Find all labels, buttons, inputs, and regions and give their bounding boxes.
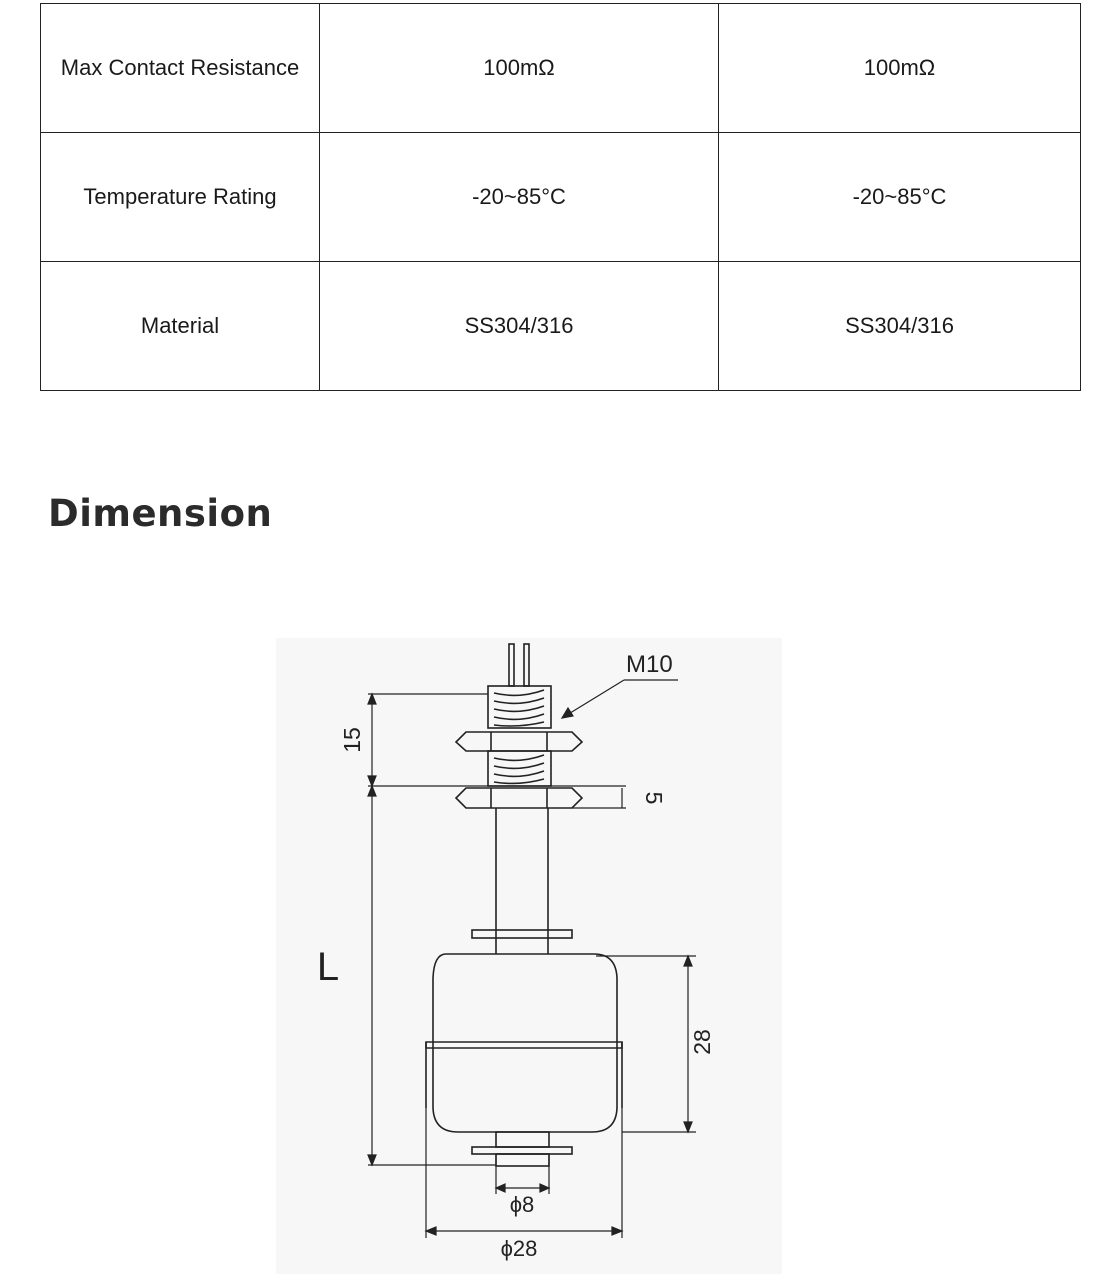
row-label: Max Contact Resistance	[41, 4, 320, 133]
thread-label: M10	[626, 651, 673, 678]
dim-label-dia28: ϕ28	[500, 1236, 538, 1261]
table-row	[41, 133, 1081, 262]
table-cell: SS304/316	[719, 262, 1081, 391]
section-title: Dimension	[48, 492, 273, 535]
table-cell: SS304/316	[320, 262, 719, 391]
table-cell: -20~85°C	[719, 133, 1081, 262]
dim-label-5: 5	[641, 791, 667, 805]
dim-label-15: 15	[339, 727, 365, 753]
table-cell: 100mΩ	[719, 4, 1081, 133]
table-cell: 100mΩ	[320, 4, 719, 133]
dim-label-L: L	[316, 945, 340, 989]
table-row	[41, 4, 1081, 133]
table-row	[41, 262, 1081, 391]
dim-label-28-height: 28	[689, 1029, 715, 1055]
row-label: Material	[41, 262, 320, 391]
dim-label-dia8: ϕ8	[509, 1192, 535, 1217]
table-cell: -20~85°C	[320, 133, 719, 262]
float-switch-diagram	[276, 638, 782, 1274]
row-label: Temperature Rating	[41, 133, 320, 262]
dimension-drawing	[276, 638, 782, 1274]
spec-table	[40, 3, 1081, 391]
